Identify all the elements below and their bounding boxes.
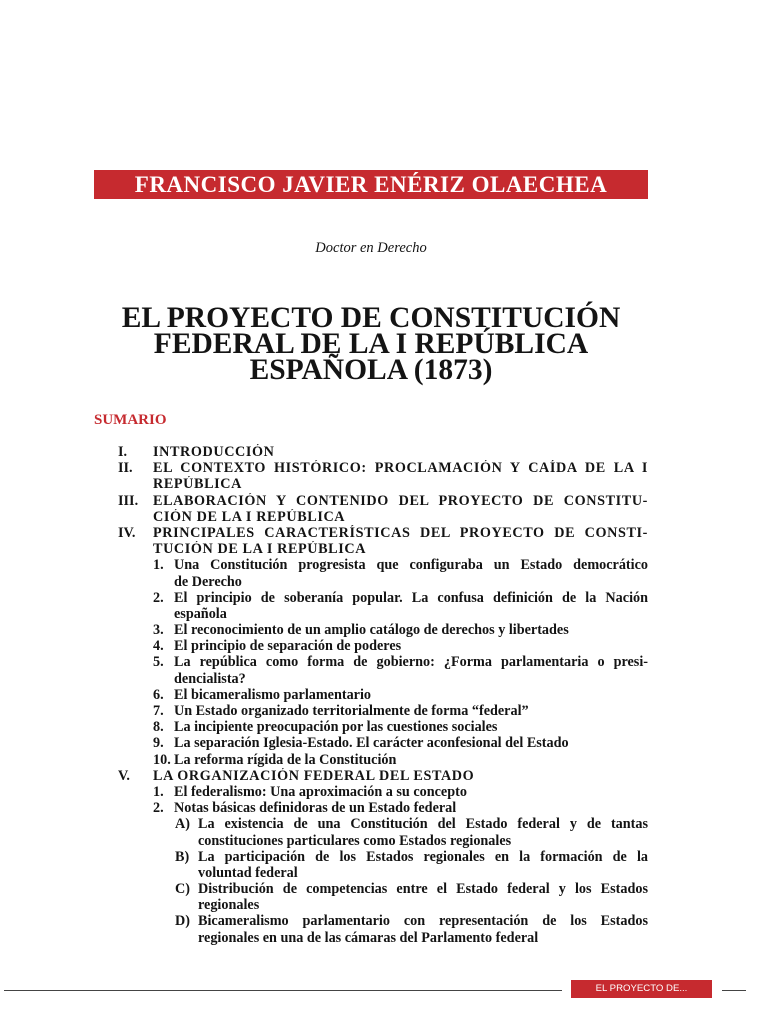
subitem-number: 3. <box>153 622 164 639</box>
footer-rule <box>4 990 562 991</box>
summary-list <box>94 444 648 946</box>
summary-line: regionales <box>198 897 260 914</box>
summary-line: INTRODUCCIÓN <box>153 444 275 460</box>
summary-line: La separación Iglesia-Estado. El carácter aconfesional del Estado <box>174 735 569 752</box>
subitem-number: 10. <box>153 751 171 768</box>
summary-subitem <box>153 735 648 751</box>
summary-section <box>118 493 648 525</box>
summary-line: Distribución de competencias entre el Estado federal y los Estados <box>198 881 648 898</box>
summary-line: voluntad federal <box>198 864 298 881</box>
subitem-text <box>174 638 648 654</box>
author-banner <box>94 170 648 199</box>
summary-line: española <box>174 605 227 622</box>
subitem-text <box>174 800 648 946</box>
summary-subitem <box>153 590 648 622</box>
section-number: II. <box>118 460 133 477</box>
subitem-number: 1. <box>153 557 164 574</box>
summary-subitem <box>153 687 648 703</box>
summary-section <box>118 525 648 768</box>
subitem-number: 4. <box>153 638 164 655</box>
title-line: ESPAÑOLA (1873) <box>249 354 493 386</box>
summary-line: La reforma rígida de la Constitución <box>174 751 397 768</box>
section-text <box>153 444 648 460</box>
summary-section <box>118 768 648 946</box>
summary-line: EL CONTEXTO HISTÓRICO: PROCLAMACIÓN Y CAÍDA DE LA I <box>153 460 648 477</box>
summary-line: LA ORGANIZACIÓN FEDERAL DEL ESTADO <box>153 767 475 784</box>
section-text <box>153 493 648 525</box>
subitem-text <box>174 557 648 589</box>
author-name: FRANCISCO JAVIER ENÉRIZ OLAECHEA <box>134 172 608 197</box>
summary-subitem <box>153 557 648 589</box>
footer-rule <box>722 990 746 991</box>
subitem-text <box>174 622 648 638</box>
subitem-number: 2. <box>153 800 164 817</box>
summary-heading: SUMARIO <box>94 412 167 428</box>
summary-line: El principio de separación de poderes <box>174 638 402 655</box>
summary-line: constituciones particulares como Estados regionales <box>198 832 512 849</box>
summary-line: La participación de los Estados regionales en la formación de la <box>198 848 648 865</box>
section-text <box>153 525 648 768</box>
subsubitem-text <box>198 881 648 913</box>
summary-subitem <box>153 622 648 638</box>
running-title-tab: EL PROYECTO DE... <box>571 980 712 998</box>
summary-line: El principio de soberanía popular. La confusa definición de la Nación <box>174 589 648 606</box>
summary-line: La existencia de una Constitución del Estado federal y de tantas <box>198 816 648 833</box>
summary-line: PRINCIPALES CARACTERÍSTICAS DEL PROYECTO DE CONSTI- <box>153 524 648 541</box>
summary-subsubitem <box>175 849 648 881</box>
summary-line: ELABORACIÓN Y CONTENIDO DEL PROYECTO DE CONSTITU- <box>153 492 648 509</box>
title-line: EL PROYECTO DE CONSTITUCIÓN <box>121 302 621 334</box>
article-title <box>94 302 648 386</box>
subitem-text <box>174 703 648 719</box>
subitem-number: 7. <box>153 703 164 719</box>
summary-line: Notas básicas definidoras de un Estado federal <box>174 800 457 817</box>
summary-subitem <box>153 719 648 735</box>
section-number: V. <box>118 767 130 784</box>
summary-subsubitem <box>175 913 648 945</box>
subitem-number: 1. <box>153 783 164 800</box>
summary-line: La república como forma de gobierno: ¿Forma parlamentaria o presi- <box>174 654 648 671</box>
section-number: I. <box>118 444 128 460</box>
summary-line: regionales en una de las cámaras del Parlamento federal <box>198 929 539 946</box>
section-text <box>153 768 648 946</box>
subsubitem-letter: D) <box>175 913 190 930</box>
summary-line: Una Constitución progresista que configuraba un Estado democrático <box>174 557 648 574</box>
summary-subitem <box>153 638 648 654</box>
summary-subsubitem <box>175 816 648 848</box>
section-text <box>153 460 648 492</box>
subitem-text <box>174 784 648 800</box>
summary-line: La incipiente preocupación por las cuestiones sociales <box>174 719 498 736</box>
subsubitem-text <box>198 913 648 945</box>
summary-subitem <box>153 800 648 946</box>
summary-section <box>118 460 648 492</box>
title-line: FEDERAL DE LA I REPÚBLICA <box>153 328 589 360</box>
subitem-text <box>174 735 648 751</box>
author-affiliation: Doctor en Derecho <box>315 240 427 256</box>
subitem-number: 9. <box>153 735 164 752</box>
subsubitem-text <box>198 816 648 848</box>
subitem-text <box>174 687 648 703</box>
summary-subitem <box>153 784 648 800</box>
summary-line: El reconocimiento de un amplio catálogo de derechos y libertades <box>174 622 569 639</box>
summary-section <box>118 444 648 460</box>
summary-line: El federalismo: Una aproximación a su concepto <box>174 783 467 800</box>
summary-line: REPÚBLICA <box>153 476 242 493</box>
subsubitem-letter: A) <box>175 816 190 833</box>
subitem-number: 6. <box>153 686 164 703</box>
summary-line: de Derecho <box>174 573 242 590</box>
subitem-number: 5. <box>153 654 164 671</box>
subsubitem-text <box>198 849 648 881</box>
subitem-text <box>174 654 648 686</box>
section-number: III. <box>118 492 139 509</box>
summary-subsubitem <box>175 881 648 913</box>
subitem-text <box>174 719 648 735</box>
summary-line: Bicameralismo parlamentario con representación de los Estados <box>198 913 648 930</box>
summary-line: El bicameralismo parlamentario <box>174 686 372 703</box>
subitem-text <box>174 752 648 768</box>
summary-line: TUCIÓN DE LA I REPÚBLICA <box>153 541 367 558</box>
subsubitem-letter: C) <box>175 881 190 898</box>
subitem-number: 8. <box>153 719 164 736</box>
subitem-text <box>174 590 648 622</box>
summary-subitem <box>153 654 648 686</box>
subitem-number: 2. <box>153 589 164 606</box>
summary-subitem <box>153 752 648 768</box>
summary-line: dencialista? <box>174 670 246 687</box>
summary-line: Un Estado organizado territorialmente de forma “federal” <box>174 703 529 719</box>
summary-line: CIÓN DE LA I REPÚBLICA <box>153 508 346 525</box>
summary-subitem <box>153 703 648 719</box>
section-number: IV. <box>118 524 136 541</box>
subsubitem-letter: B) <box>175 848 190 865</box>
